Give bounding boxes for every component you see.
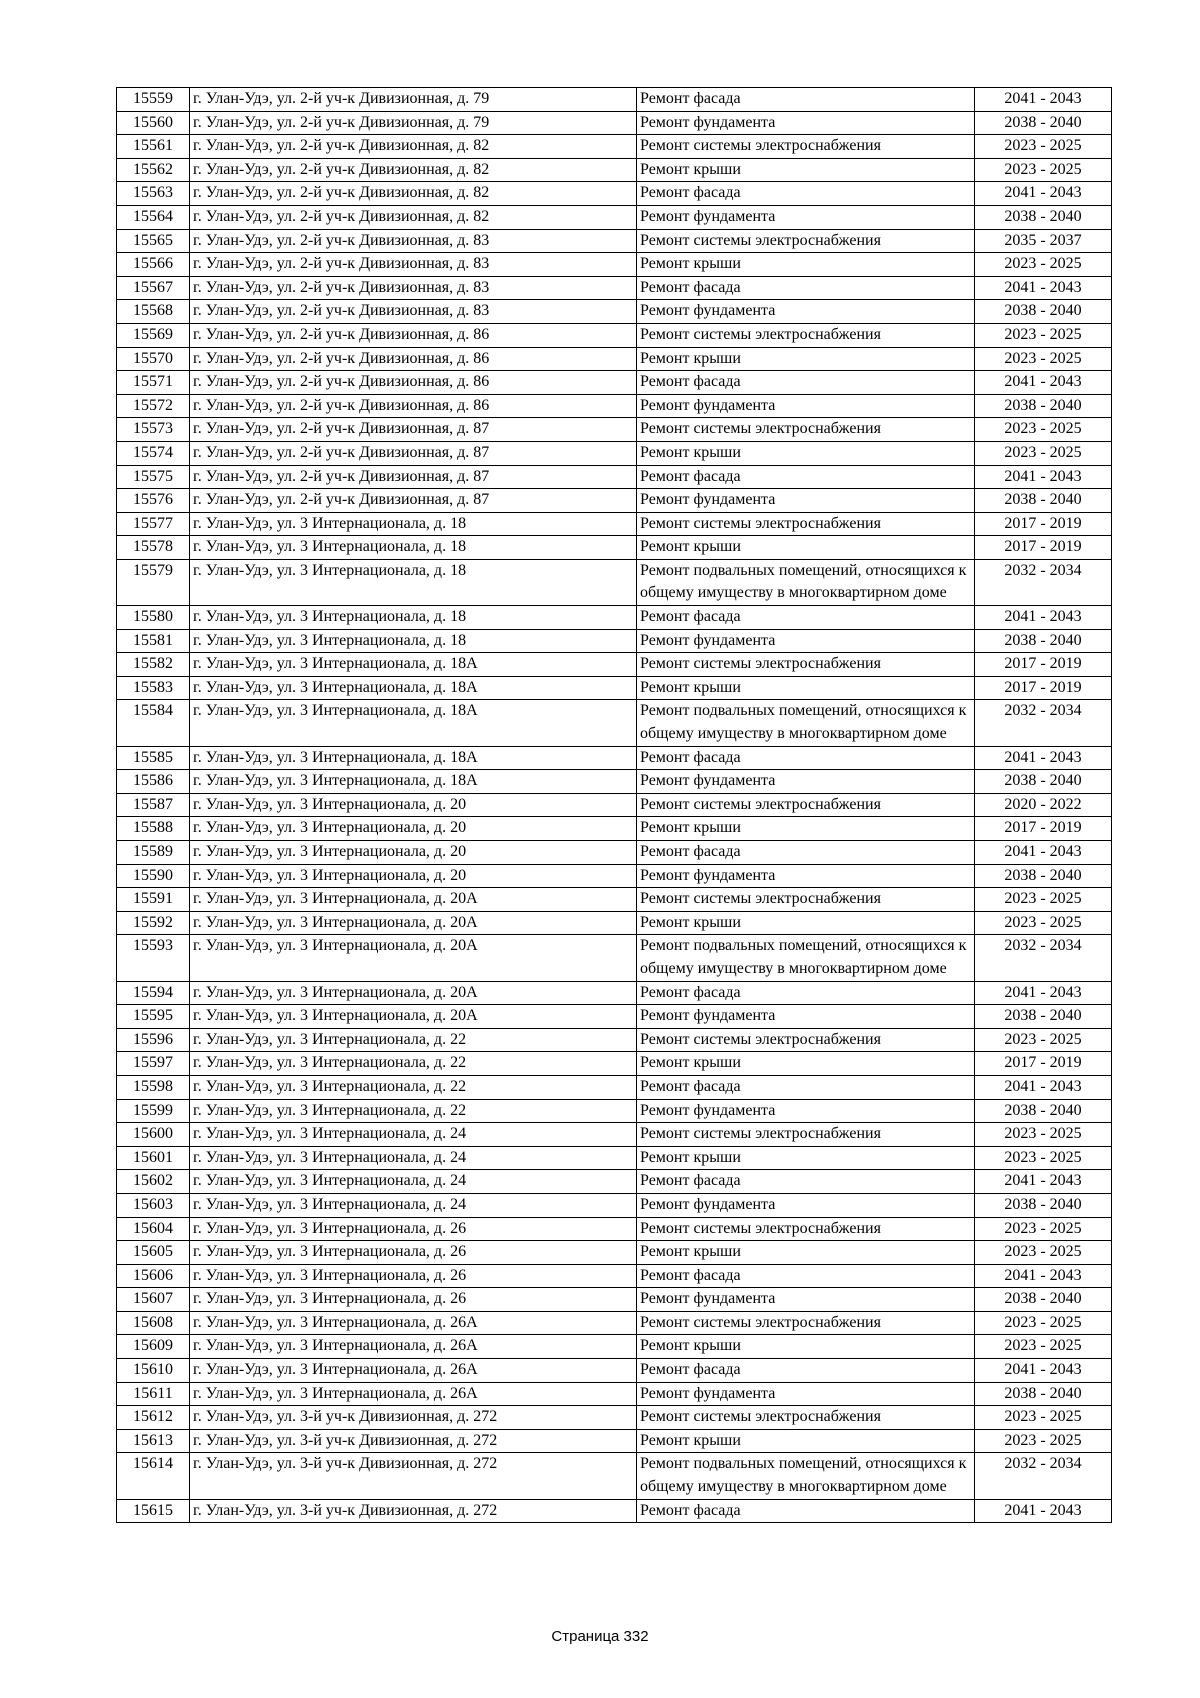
work-type-cell: Ремонт подвальных помещений, относящихся к общему имуществу в многоквартирном доме: [637, 559, 975, 605]
table-row: [117, 158, 1112, 182]
row-number-cell: 15583: [117, 676, 190, 700]
row-number-cell: 15613: [117, 1429, 190, 1453]
period-cell: 2032 - 2034: [975, 700, 1112, 746]
row-number-cell: 15601: [117, 1146, 190, 1170]
address-cell: г. Улан-Удэ, ул. 3 Интернационала, д. 20А: [190, 911, 637, 935]
address-cell: г. Улан-Удэ, ул. 3 Интернационала, д. 20А: [190, 888, 637, 912]
work-type-cell: Ремонт системы электроснабжения: [637, 512, 975, 536]
address-cell: г. Улан-Удэ, ул. 2-й уч-к Дивизионная, д. 82: [190, 205, 637, 229]
address-cell: г. Улан-Удэ, ул. 2-й уч-к Дивизионная, д. 79: [190, 88, 637, 112]
table-row: [117, 911, 1112, 935]
period-cell: 2038 - 2040: [975, 1099, 1112, 1123]
table-row: [117, 700, 1112, 746]
row-number-cell: 15563: [117, 182, 190, 206]
address-cell: г. Улан-Удэ, ул. 2-й уч-к Дивизионная, д. 87: [190, 465, 637, 489]
address-cell: г. Улан-Удэ, ул. 2-й уч-к Дивизионная, д. 87: [190, 418, 637, 442]
row-number-cell: 15574: [117, 441, 190, 465]
work-type-cell: Ремонт системы электроснабжения: [637, 793, 975, 817]
work-type-cell: Ремонт фундамента: [637, 1005, 975, 1029]
address-cell: г. Улан-Удэ, ул. 3 Интернационала, д. 24: [190, 1193, 637, 1217]
table-row: [117, 653, 1112, 677]
work-type-cell: Ремонт системы электроснабжения: [637, 888, 975, 912]
period-cell: 2023 - 2025: [975, 253, 1112, 277]
row-number-cell: 15615: [117, 1499, 190, 1523]
address-cell: г. Улан-Удэ, ул. 2-й уч-к Дивизионная, д. 82: [190, 182, 637, 206]
row-number-cell: 15562: [117, 158, 190, 182]
repair-schedule-table: [116, 87, 1112, 1523]
work-type-cell: Ремонт крыши: [637, 911, 975, 935]
row-number-cell: 15581: [117, 629, 190, 653]
table-row: [117, 1335, 1112, 1359]
address-cell: г. Улан-Удэ, ул. 3 Интернационала, д. 18А: [190, 746, 637, 770]
address-cell: г. Улан-Удэ, ул. 3 Интернационала, д. 18: [190, 512, 637, 536]
period-cell: 2041 - 2043: [975, 1170, 1112, 1194]
period-cell: 2023 - 2025: [975, 1123, 1112, 1147]
table-row: [117, 1311, 1112, 1335]
work-type-cell: Ремонт фундамента: [637, 300, 975, 324]
address-cell: г. Улан-Удэ, ул. 3 Интернационала, д. 24: [190, 1170, 637, 1194]
work-type-cell: Ремонт системы электроснабжения: [637, 1217, 975, 1241]
row-number-cell: 15568: [117, 300, 190, 324]
table-row: [117, 1075, 1112, 1099]
period-cell: 2041 - 2043: [975, 1075, 1112, 1099]
address-cell: г. Улан-Удэ, ул. 3 Интернационала, д. 24: [190, 1123, 637, 1147]
work-type-cell: Ремонт крыши: [637, 817, 975, 841]
table-row: [117, 746, 1112, 770]
table-row: [117, 394, 1112, 418]
address-cell: г. Улан-Удэ, ул. 3 Интернационала, д. 22: [190, 1052, 637, 1076]
work-type-cell: Ремонт системы электроснабжения: [637, 1123, 975, 1147]
period-cell: 2041 - 2043: [975, 981, 1112, 1005]
table-row: [117, 559, 1112, 605]
period-cell: 2023 - 2025: [975, 1217, 1112, 1241]
work-type-cell: Ремонт фасада: [637, 1075, 975, 1099]
period-cell: 2041 - 2043: [975, 465, 1112, 489]
work-type-cell: Ремонт крыши: [637, 1241, 975, 1265]
table-row: [117, 88, 1112, 112]
period-cell: 2038 - 2040: [975, 205, 1112, 229]
address-cell: г. Улан-Удэ, ул. 3 Интернационала, д. 20А: [190, 1005, 637, 1029]
row-number-cell: 15588: [117, 817, 190, 841]
row-number-cell: 15594: [117, 981, 190, 1005]
table-row: [117, 841, 1112, 865]
table-row: [117, 1382, 1112, 1406]
address-cell: г. Улан-Удэ, ул. 2-й уч-к Дивизионная, д. 83: [190, 253, 637, 277]
period-cell: 2041 - 2043: [975, 1359, 1112, 1383]
period-cell: 2041 - 2043: [975, 182, 1112, 206]
work-type-cell: Ремонт крыши: [637, 1146, 975, 1170]
work-type-cell: Ремонт подвальных помещений, относящихся к общему имуществу в многоквартирном доме: [637, 1453, 975, 1499]
period-cell: 2032 - 2034: [975, 935, 1112, 981]
table-row: [117, 1359, 1112, 1383]
table-row: [117, 770, 1112, 794]
table-row: [117, 512, 1112, 536]
period-cell: 2038 - 2040: [975, 1288, 1112, 1312]
period-cell: 2038 - 2040: [975, 1005, 1112, 1029]
period-cell: 2023 - 2025: [975, 1335, 1112, 1359]
row-number-cell: 15564: [117, 205, 190, 229]
row-number-cell: 15610: [117, 1359, 190, 1383]
table-row: [117, 1193, 1112, 1217]
period-cell: 2020 - 2022: [975, 793, 1112, 817]
work-type-cell: Ремонт крыши: [637, 1429, 975, 1453]
address-cell: г. Улан-Удэ, ул. 3-й уч-к Дивизионная, д. 272: [190, 1499, 637, 1523]
address-cell: г. Улан-Удэ, ул. 3 Интернационала, д. 26А: [190, 1311, 637, 1335]
row-number-cell: 15572: [117, 394, 190, 418]
work-type-cell: Ремонт фасада: [637, 981, 975, 1005]
table-row: [117, 205, 1112, 229]
address-cell: г. Улан-Удэ, ул. 2-й уч-к Дивизионная, д. 87: [190, 489, 637, 513]
period-cell: 2023 - 2025: [975, 441, 1112, 465]
address-cell: г. Улан-Удэ, ул. 3 Интернационала, д. 24: [190, 1146, 637, 1170]
work-type-cell: Ремонт фундамента: [637, 629, 975, 653]
address-cell: г. Улан-Удэ, ул. 2-й уч-к Дивизионная, д. 86: [190, 371, 637, 395]
period-cell: 2041 - 2043: [975, 841, 1112, 865]
period-cell: 2038 - 2040: [975, 1382, 1112, 1406]
period-cell: 2017 - 2019: [975, 653, 1112, 677]
address-cell: г. Улан-Удэ, ул. 3 Интернационала, д. 20: [190, 817, 637, 841]
table-row: [117, 1241, 1112, 1265]
period-cell: 2017 - 2019: [975, 512, 1112, 536]
row-number-cell: 15567: [117, 276, 190, 300]
row-number-cell: 15589: [117, 841, 190, 865]
row-number-cell: 15587: [117, 793, 190, 817]
row-number-cell: 15571: [117, 371, 190, 395]
work-type-cell: Ремонт подвальных помещений, относящихся к общему имуществу в многоквартирном доме: [637, 700, 975, 746]
work-type-cell: Ремонт фундамента: [637, 1099, 975, 1123]
period-cell: 2038 - 2040: [975, 300, 1112, 324]
row-number-cell: 15611: [117, 1382, 190, 1406]
address-cell: г. Улан-Удэ, ул. 3 Интернационала, д. 20: [190, 864, 637, 888]
row-number-cell: 15578: [117, 536, 190, 560]
work-type-cell: Ремонт крыши: [637, 253, 975, 277]
period-cell: 2041 - 2043: [975, 371, 1112, 395]
table-row: [117, 300, 1112, 324]
period-cell: 2038 - 2040: [975, 864, 1112, 888]
work-type-cell: Ремонт фасада: [637, 1264, 975, 1288]
row-number-cell: 15576: [117, 489, 190, 513]
period-cell: 2023 - 2025: [975, 1146, 1112, 1170]
period-cell: 2041 - 2043: [975, 1264, 1112, 1288]
period-cell: 2023 - 2025: [975, 1028, 1112, 1052]
table-body: [117, 88, 1112, 1523]
table-row: [117, 1052, 1112, 1076]
work-type-cell: Ремонт фундамента: [637, 394, 975, 418]
table-row: [117, 441, 1112, 465]
row-number-cell: 15569: [117, 323, 190, 347]
address-cell: г. Улан-Удэ, ул. 2-й уч-к Дивизионная, д. 87: [190, 441, 637, 465]
period-cell: 2023 - 2025: [975, 347, 1112, 371]
table-row: [117, 888, 1112, 912]
address-cell: г. Улан-Удэ, ул. 3 Интернационала, д. 26А: [190, 1359, 637, 1383]
period-cell: 2023 - 2025: [975, 135, 1112, 159]
work-type-cell: Ремонт фасада: [637, 606, 975, 630]
work-type-cell: Ремонт системы электроснабжения: [637, 229, 975, 253]
address-cell: г. Улан-Удэ, ул. 2-й уч-к Дивизионная, д. 82: [190, 158, 637, 182]
period-cell: 2017 - 2019: [975, 1052, 1112, 1076]
row-number-cell: 15609: [117, 1335, 190, 1359]
table-row: [117, 229, 1112, 253]
period-cell: 2035 - 2037: [975, 229, 1112, 253]
table-row: [117, 1453, 1112, 1499]
address-cell: г. Улан-Удэ, ул. 3 Интернационала, д. 18: [190, 629, 637, 653]
work-type-cell: Ремонт крыши: [637, 347, 975, 371]
table-row: [117, 489, 1112, 513]
row-number-cell: 15590: [117, 864, 190, 888]
work-type-cell: Ремонт фасада: [637, 1359, 975, 1383]
period-cell: 2017 - 2019: [975, 536, 1112, 560]
work-type-cell: Ремонт фасада: [637, 1499, 975, 1523]
period-cell: 2038 - 2040: [975, 111, 1112, 135]
row-number-cell: 15595: [117, 1005, 190, 1029]
work-type-cell: Ремонт фундамента: [637, 864, 975, 888]
table-row: [117, 1217, 1112, 1241]
period-cell: 2023 - 2025: [975, 323, 1112, 347]
address-cell: г. Улан-Удэ, ул. 3 Интернационала, д. 18А: [190, 770, 637, 794]
address-cell: г. Улан-Удэ, ул. 3 Интернационала, д. 18А: [190, 653, 637, 677]
row-number-cell: 15584: [117, 700, 190, 746]
work-type-cell: Ремонт крыши: [637, 536, 975, 560]
period-cell: 2032 - 2034: [975, 559, 1112, 605]
period-cell: 2038 - 2040: [975, 1193, 1112, 1217]
work-type-cell: Ремонт крыши: [637, 676, 975, 700]
address-cell: г. Улан-Удэ, ул. 3 Интернационала, д. 26: [190, 1288, 637, 1312]
row-number-cell: 15598: [117, 1075, 190, 1099]
work-type-cell: Ремонт фасада: [637, 371, 975, 395]
row-number-cell: 15575: [117, 465, 190, 489]
work-type-cell: Ремонт фундамента: [637, 1382, 975, 1406]
address-cell: г. Улан-Удэ, ул. 3 Интернационала, д. 26: [190, 1217, 637, 1241]
table-row: [117, 981, 1112, 1005]
table-row: [117, 418, 1112, 442]
work-type-cell: Ремонт системы электроснабжения: [637, 1406, 975, 1430]
address-cell: г. Улан-Удэ, ул. 3 Интернационала, д. 18А: [190, 700, 637, 746]
work-type-cell: Ремонт фасада: [637, 841, 975, 865]
page-number: Страница 332: [551, 1628, 649, 1645]
period-cell: 2041 - 2043: [975, 88, 1112, 112]
address-cell: г. Улан-Удэ, ул. 3 Интернационала, д. 22: [190, 1028, 637, 1052]
work-type-cell: Ремонт фундамента: [637, 770, 975, 794]
work-type-cell: Ремонт системы электроснабжения: [637, 653, 975, 677]
table-row: [117, 606, 1112, 630]
row-number-cell: 15599: [117, 1099, 190, 1123]
address-cell: г. Улан-Удэ, ул. 3 Интернационала, д. 26А: [190, 1382, 637, 1406]
address-cell: г. Улан-Удэ, ул. 3-й уч-к Дивизионная, д. 272: [190, 1429, 637, 1453]
row-number-cell: 15591: [117, 888, 190, 912]
address-cell: г. Улан-Удэ, ул. 3 Интернационала, д. 22: [190, 1075, 637, 1099]
work-type-cell: Ремонт фундамента: [637, 1288, 975, 1312]
work-type-cell: Ремонт фундамента: [637, 205, 975, 229]
period-cell: 2023 - 2025: [975, 888, 1112, 912]
address-cell: г. Улан-Удэ, ул. 2-й уч-к Дивизионная, д. 83: [190, 229, 637, 253]
row-number-cell: 15570: [117, 347, 190, 371]
period-cell: 2023 - 2025: [975, 1241, 1112, 1265]
address-cell: г. Улан-Удэ, ул. 3 Интернационала, д. 20: [190, 841, 637, 865]
period-cell: 2038 - 2040: [975, 489, 1112, 513]
work-type-cell: Ремонт крыши: [637, 1052, 975, 1076]
work-type-cell: Ремонт фундамента: [637, 1193, 975, 1217]
table-row: [117, 1499, 1112, 1523]
table-row: [117, 1406, 1112, 1430]
row-number-cell: 15582: [117, 653, 190, 677]
address-cell: г. Улан-Удэ, ул. 3 Интернационала, д. 18: [190, 536, 637, 560]
work-type-cell: Ремонт крыши: [637, 158, 975, 182]
table-row: [117, 1028, 1112, 1052]
table-row: [117, 793, 1112, 817]
address-cell: г. Улан-Удэ, ул. 3 Интернационала, д. 20А: [190, 935, 637, 981]
table-row: [117, 629, 1112, 653]
address-cell: г. Улан-Удэ, ул. 3 Интернационала, д. 22: [190, 1099, 637, 1123]
work-type-cell: Ремонт фасада: [637, 746, 975, 770]
table-row: [117, 1099, 1112, 1123]
table-row: [117, 371, 1112, 395]
work-type-cell: Ремонт системы электроснабжения: [637, 135, 975, 159]
work-type-cell: Ремонт системы электроснабжения: [637, 418, 975, 442]
period-cell: 2038 - 2040: [975, 394, 1112, 418]
row-number-cell: 15608: [117, 1311, 190, 1335]
table-row: [117, 135, 1112, 159]
row-number-cell: 15577: [117, 512, 190, 536]
period-cell: 2041 - 2043: [975, 1499, 1112, 1523]
work-type-cell: Ремонт системы электроснабжения: [637, 1028, 975, 1052]
address-cell: г. Улан-Удэ, ул. 2-й уч-к Дивизионная, д. 86: [190, 347, 637, 371]
address-cell: г. Улан-Удэ, ул. 3 Интернационала, д. 18: [190, 606, 637, 630]
work-type-cell: Ремонт фасада: [637, 276, 975, 300]
work-type-cell: Ремонт крыши: [637, 441, 975, 465]
period-cell: 2041 - 2043: [975, 276, 1112, 300]
row-number-cell: 15596: [117, 1028, 190, 1052]
row-number-cell: 15565: [117, 229, 190, 253]
period-cell: 2023 - 2025: [975, 911, 1112, 935]
row-number-cell: 15597: [117, 1052, 190, 1076]
row-number-cell: 15605: [117, 1241, 190, 1265]
address-cell: г. Улан-Удэ, ул. 3 Интернационала, д. 18А: [190, 676, 637, 700]
address-cell: г. Улан-Удэ, ул. 3 Интернационала, д. 20А: [190, 981, 637, 1005]
work-type-cell: Ремонт подвальных помещений, относящихся к общему имуществу в многоквартирном доме: [637, 935, 975, 981]
row-number-cell: 15593: [117, 935, 190, 981]
work-type-cell: Ремонт крыши: [637, 1335, 975, 1359]
period-cell: 2041 - 2043: [975, 746, 1112, 770]
table-row: [117, 1146, 1112, 1170]
table-row: [117, 1170, 1112, 1194]
work-type-cell: Ремонт фасада: [637, 88, 975, 112]
work-type-cell: Ремонт фасада: [637, 1170, 975, 1194]
address-cell: г. Улан-Удэ, ул. 3-й уч-к Дивизионная, д. 272: [190, 1406, 637, 1430]
row-number-cell: 15592: [117, 911, 190, 935]
period-cell: 2038 - 2040: [975, 770, 1112, 794]
row-number-cell: 15579: [117, 559, 190, 605]
row-number-cell: 15559: [117, 88, 190, 112]
period-cell: 2023 - 2025: [975, 1406, 1112, 1430]
address-cell: г. Улан-Удэ, ул. 3 Интернационала, д. 20: [190, 793, 637, 817]
table-row: [117, 1264, 1112, 1288]
row-number-cell: 15560: [117, 111, 190, 135]
work-type-cell: Ремонт фундамента: [637, 489, 975, 513]
work-type-cell: Ремонт системы электроснабжения: [637, 323, 975, 347]
period-cell: 2041 - 2043: [975, 606, 1112, 630]
table-row: [117, 536, 1112, 560]
address-cell: г. Улан-Удэ, ул. 3 Интернационала, д. 26: [190, 1264, 637, 1288]
row-number-cell: 15600: [117, 1123, 190, 1147]
period-cell: 2023 - 2025: [975, 158, 1112, 182]
work-type-cell: Ремонт фасада: [637, 465, 975, 489]
row-number-cell: 15604: [117, 1217, 190, 1241]
table-row: [117, 1288, 1112, 1312]
address-cell: г. Улан-Удэ, ул. 2-й уч-к Дивизионная, д. 86: [190, 394, 637, 418]
row-number-cell: 15566: [117, 253, 190, 277]
address-cell: г. Улан-Удэ, ул. 2-й уч-к Дивизионная, д. 86: [190, 323, 637, 347]
table-row: [117, 1429, 1112, 1453]
table-row: [117, 1005, 1112, 1029]
table-row: [117, 935, 1112, 981]
address-cell: г. Улан-Удэ, ул. 2-й уч-к Дивизионная, д. 83: [190, 300, 637, 324]
row-number-cell: 15612: [117, 1406, 190, 1430]
row-number-cell: 15585: [117, 746, 190, 770]
period-cell: 2023 - 2025: [975, 1429, 1112, 1453]
row-number-cell: 15586: [117, 770, 190, 794]
row-number-cell: 15606: [117, 1264, 190, 1288]
row-number-cell: 15614: [117, 1453, 190, 1499]
address-cell: г. Улан-Удэ, ул. 2-й уч-к Дивизионная, д. 83: [190, 276, 637, 300]
address-cell: г. Улан-Удэ, ул. 2-й уч-к Дивизионная, д. 79: [190, 111, 637, 135]
period-cell: 2023 - 2025: [975, 418, 1112, 442]
work-type-cell: Ремонт фасада: [637, 182, 975, 206]
row-number-cell: 15602: [117, 1170, 190, 1194]
period-cell: 2038 - 2040: [975, 629, 1112, 653]
row-number-cell: 15603: [117, 1193, 190, 1217]
table-row: [117, 676, 1112, 700]
address-cell: г. Улан-Удэ, ул. 3-й уч-к Дивизионная, д. 272: [190, 1453, 637, 1499]
work-type-cell: Ремонт фундамента: [637, 111, 975, 135]
address-cell: г. Улан-Удэ, ул. 3 Интернационала, д. 18: [190, 559, 637, 605]
period-cell: 2032 - 2034: [975, 1453, 1112, 1499]
table-row: [117, 276, 1112, 300]
table-row: [117, 111, 1112, 135]
address-cell: г. Улан-Удэ, ул. 2-й уч-к Дивизионная, д. 82: [190, 135, 637, 159]
period-cell: 2017 - 2019: [975, 817, 1112, 841]
address-cell: г. Улан-Удэ, ул. 3 Интернационала, д. 26А: [190, 1335, 637, 1359]
table-row: [117, 347, 1112, 371]
row-number-cell: 15573: [117, 418, 190, 442]
address-cell: г. Улан-Удэ, ул. 3 Интернационала, д. 26: [190, 1241, 637, 1265]
work-type-cell: Ремонт системы электроснабжения: [637, 1311, 975, 1335]
table-row: [117, 1123, 1112, 1147]
table-row: [117, 864, 1112, 888]
table-row: [117, 253, 1112, 277]
row-number-cell: 15580: [117, 606, 190, 630]
row-number-cell: 15561: [117, 135, 190, 159]
row-number-cell: 15607: [117, 1288, 190, 1312]
table-row: [117, 182, 1112, 206]
table-row: [117, 817, 1112, 841]
table-row: [117, 323, 1112, 347]
period-cell: 2023 - 2025: [975, 1311, 1112, 1335]
period-cell: 2017 - 2019: [975, 676, 1112, 700]
table-row: [117, 465, 1112, 489]
